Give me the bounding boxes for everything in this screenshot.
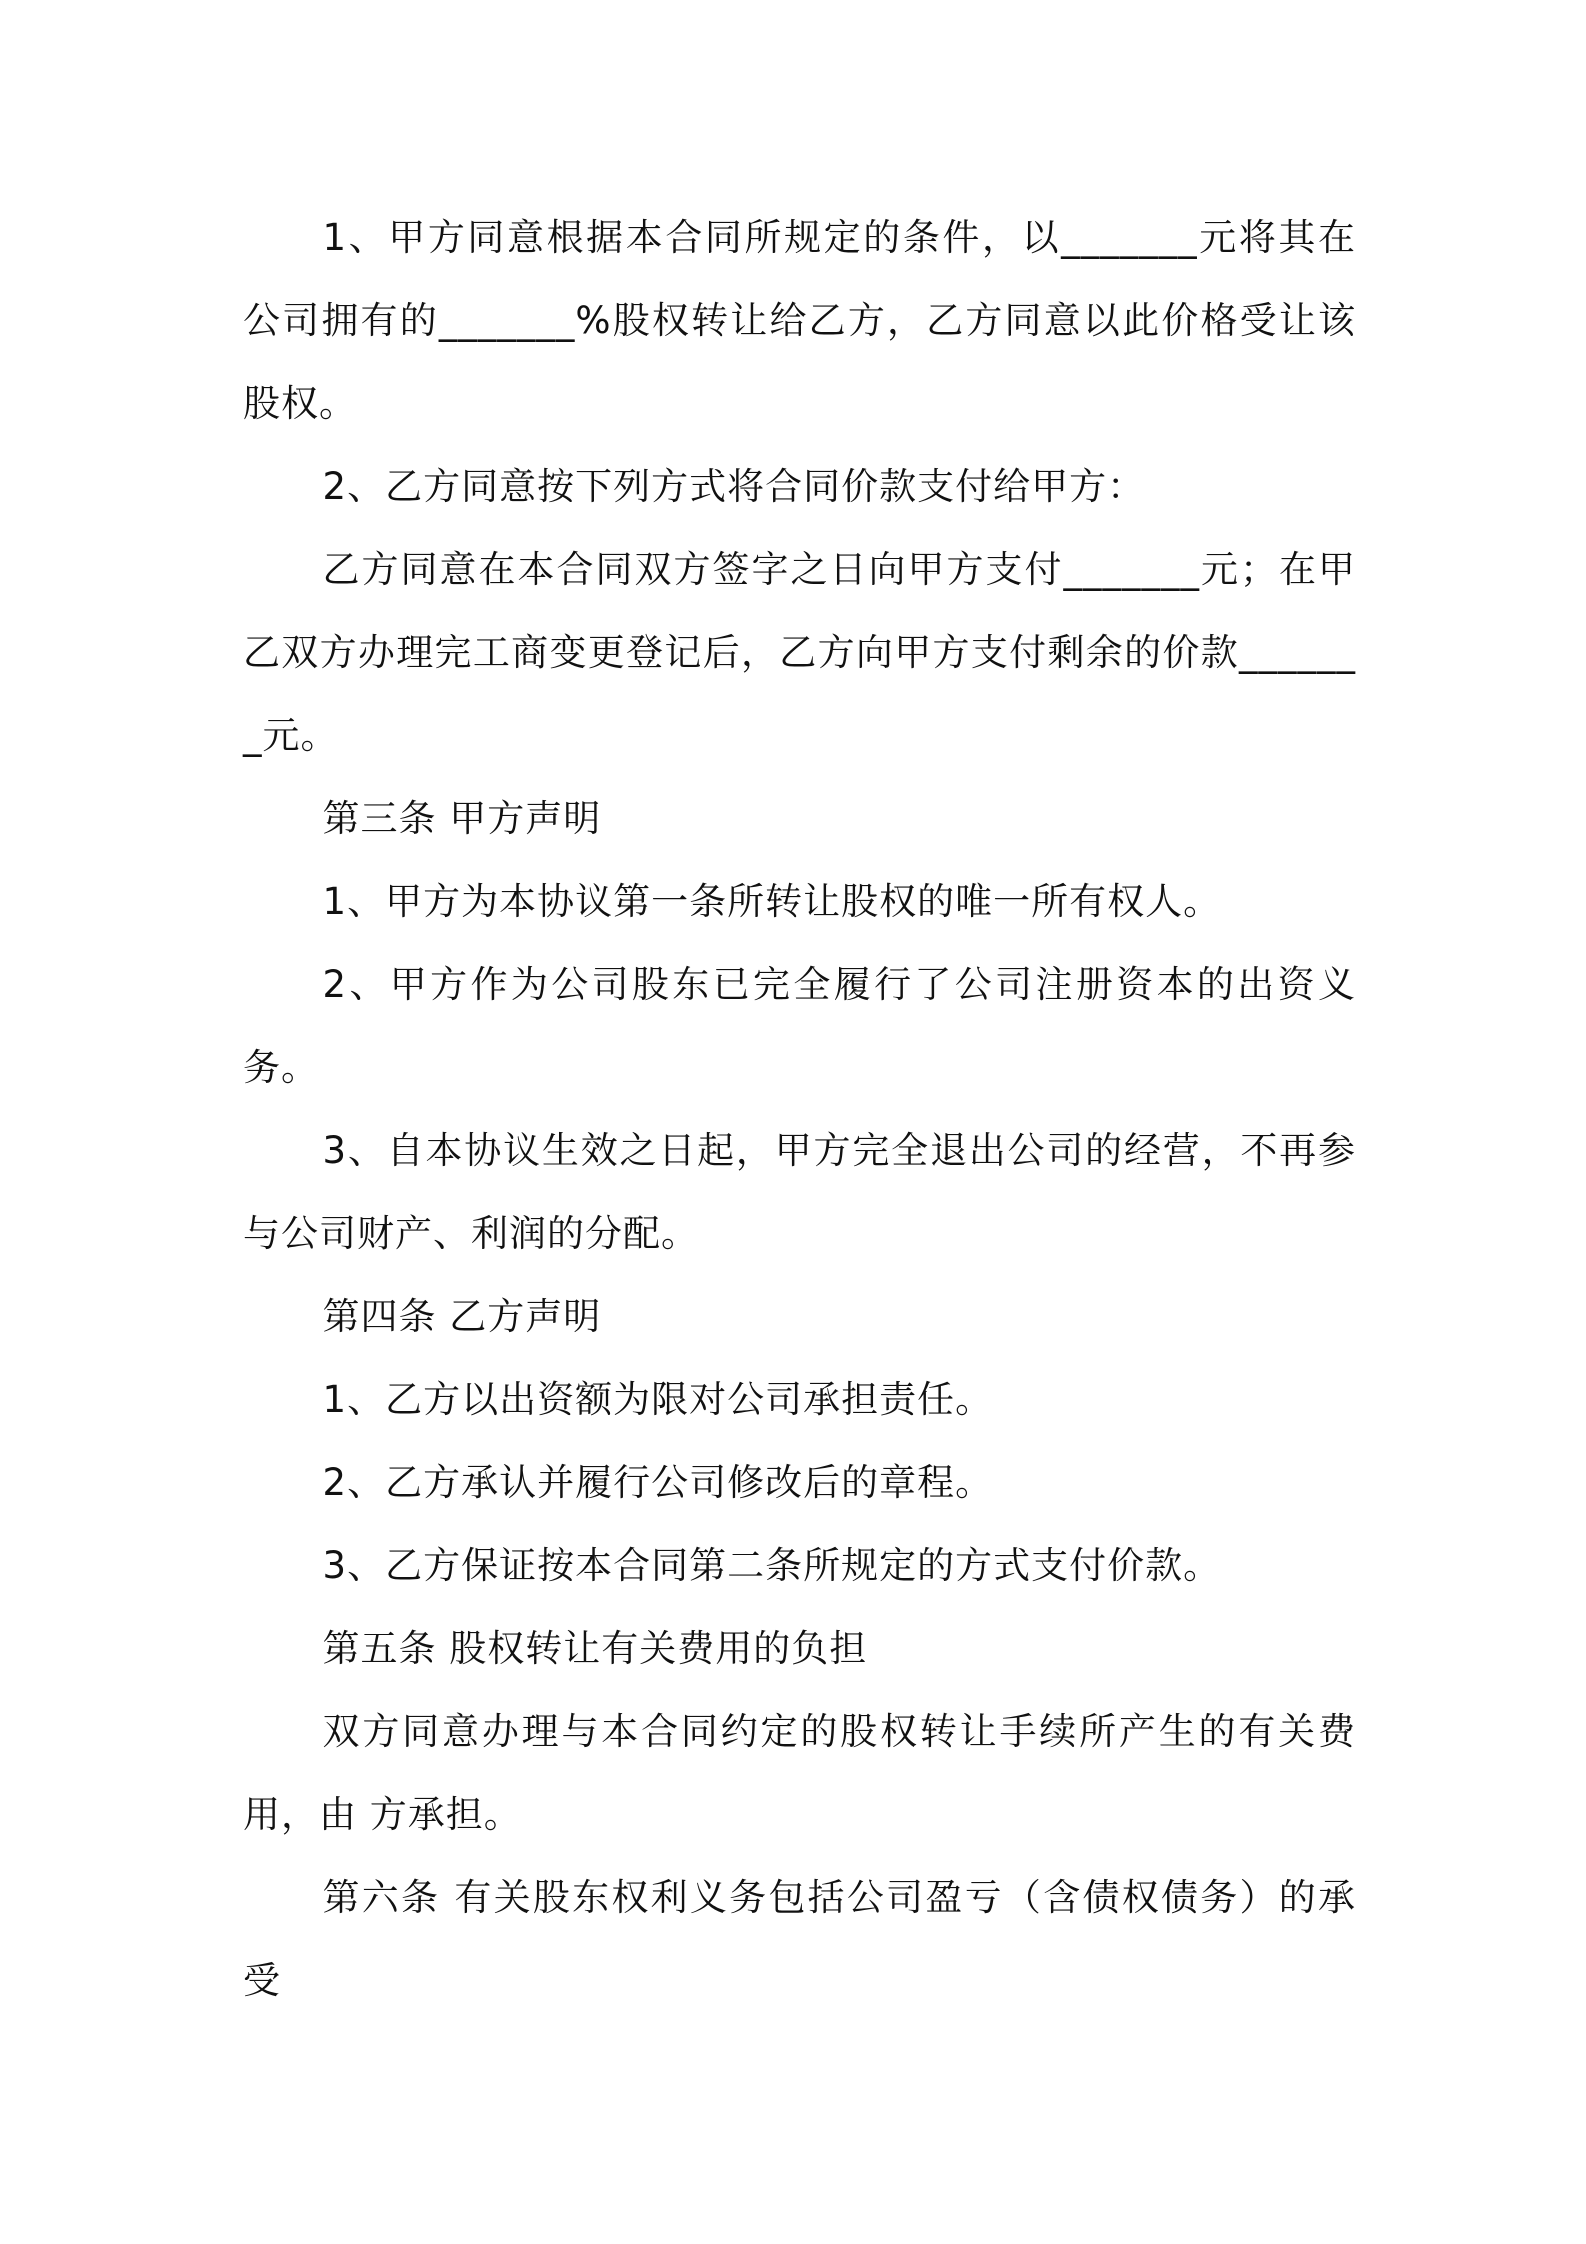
article-six-heading: 第六条 有关股东权利义务包括公司盈亏（含债权债务）的承受 xyxy=(243,1876,1356,2002)
clause-transfer-price: 1、甲方同意根据本合同所规定的条件，以_______元将其在公司拥有的_______%股权转让给乙方，乙方同意以此价格受让该股权。 xyxy=(243,216,1356,425)
article-four-heading: 第四条 乙方声明 xyxy=(322,1295,602,1338)
article-three-item-1: 1、甲方为本协议第一条所转让股权的唯一所有权人。 xyxy=(322,880,1222,923)
article-four-item-2: 2、乙方承认并履行公司修改后的章程。 xyxy=(322,1461,994,1504)
clause-payment-schedule: 乙方同意在本合同双方签字之日向甲方支付_______元；在甲乙双方办理完工商变更登记后，乙方向甲方支付剩余的价款_______元。 xyxy=(243,548,1356,757)
contract-body xyxy=(243,196,1356,2022)
article-five-heading: 第五条 股权转让有关费用的负担 xyxy=(322,1627,868,1670)
article-four-item-3: 3、乙方保证按本合同第二条所规定的方式支付价款。 xyxy=(322,1544,1222,1587)
article-three-item-2: 2、甲方作为公司股东已完全履行了公司注册资本的出资义务。 xyxy=(243,963,1356,1089)
article-four-item-1: 1、乙方以出资额为限对公司承担责任。 xyxy=(322,1378,994,1421)
clause-payment-method: 2、乙方同意按下列方式将合同价款支付给甲方： xyxy=(322,465,1146,508)
article-three-heading: 第三条 甲方声明 xyxy=(322,797,602,840)
article-five-body: 双方同意办理与本合同约定的股权转让手续所产生的有关费用，由 方承担。 xyxy=(243,1710,1356,1836)
article-three-item-3: 3、自本协议生效之日起，甲方完全退出公司的经营，不再参与公司财产、利润的分配。 xyxy=(243,1129,1356,1255)
